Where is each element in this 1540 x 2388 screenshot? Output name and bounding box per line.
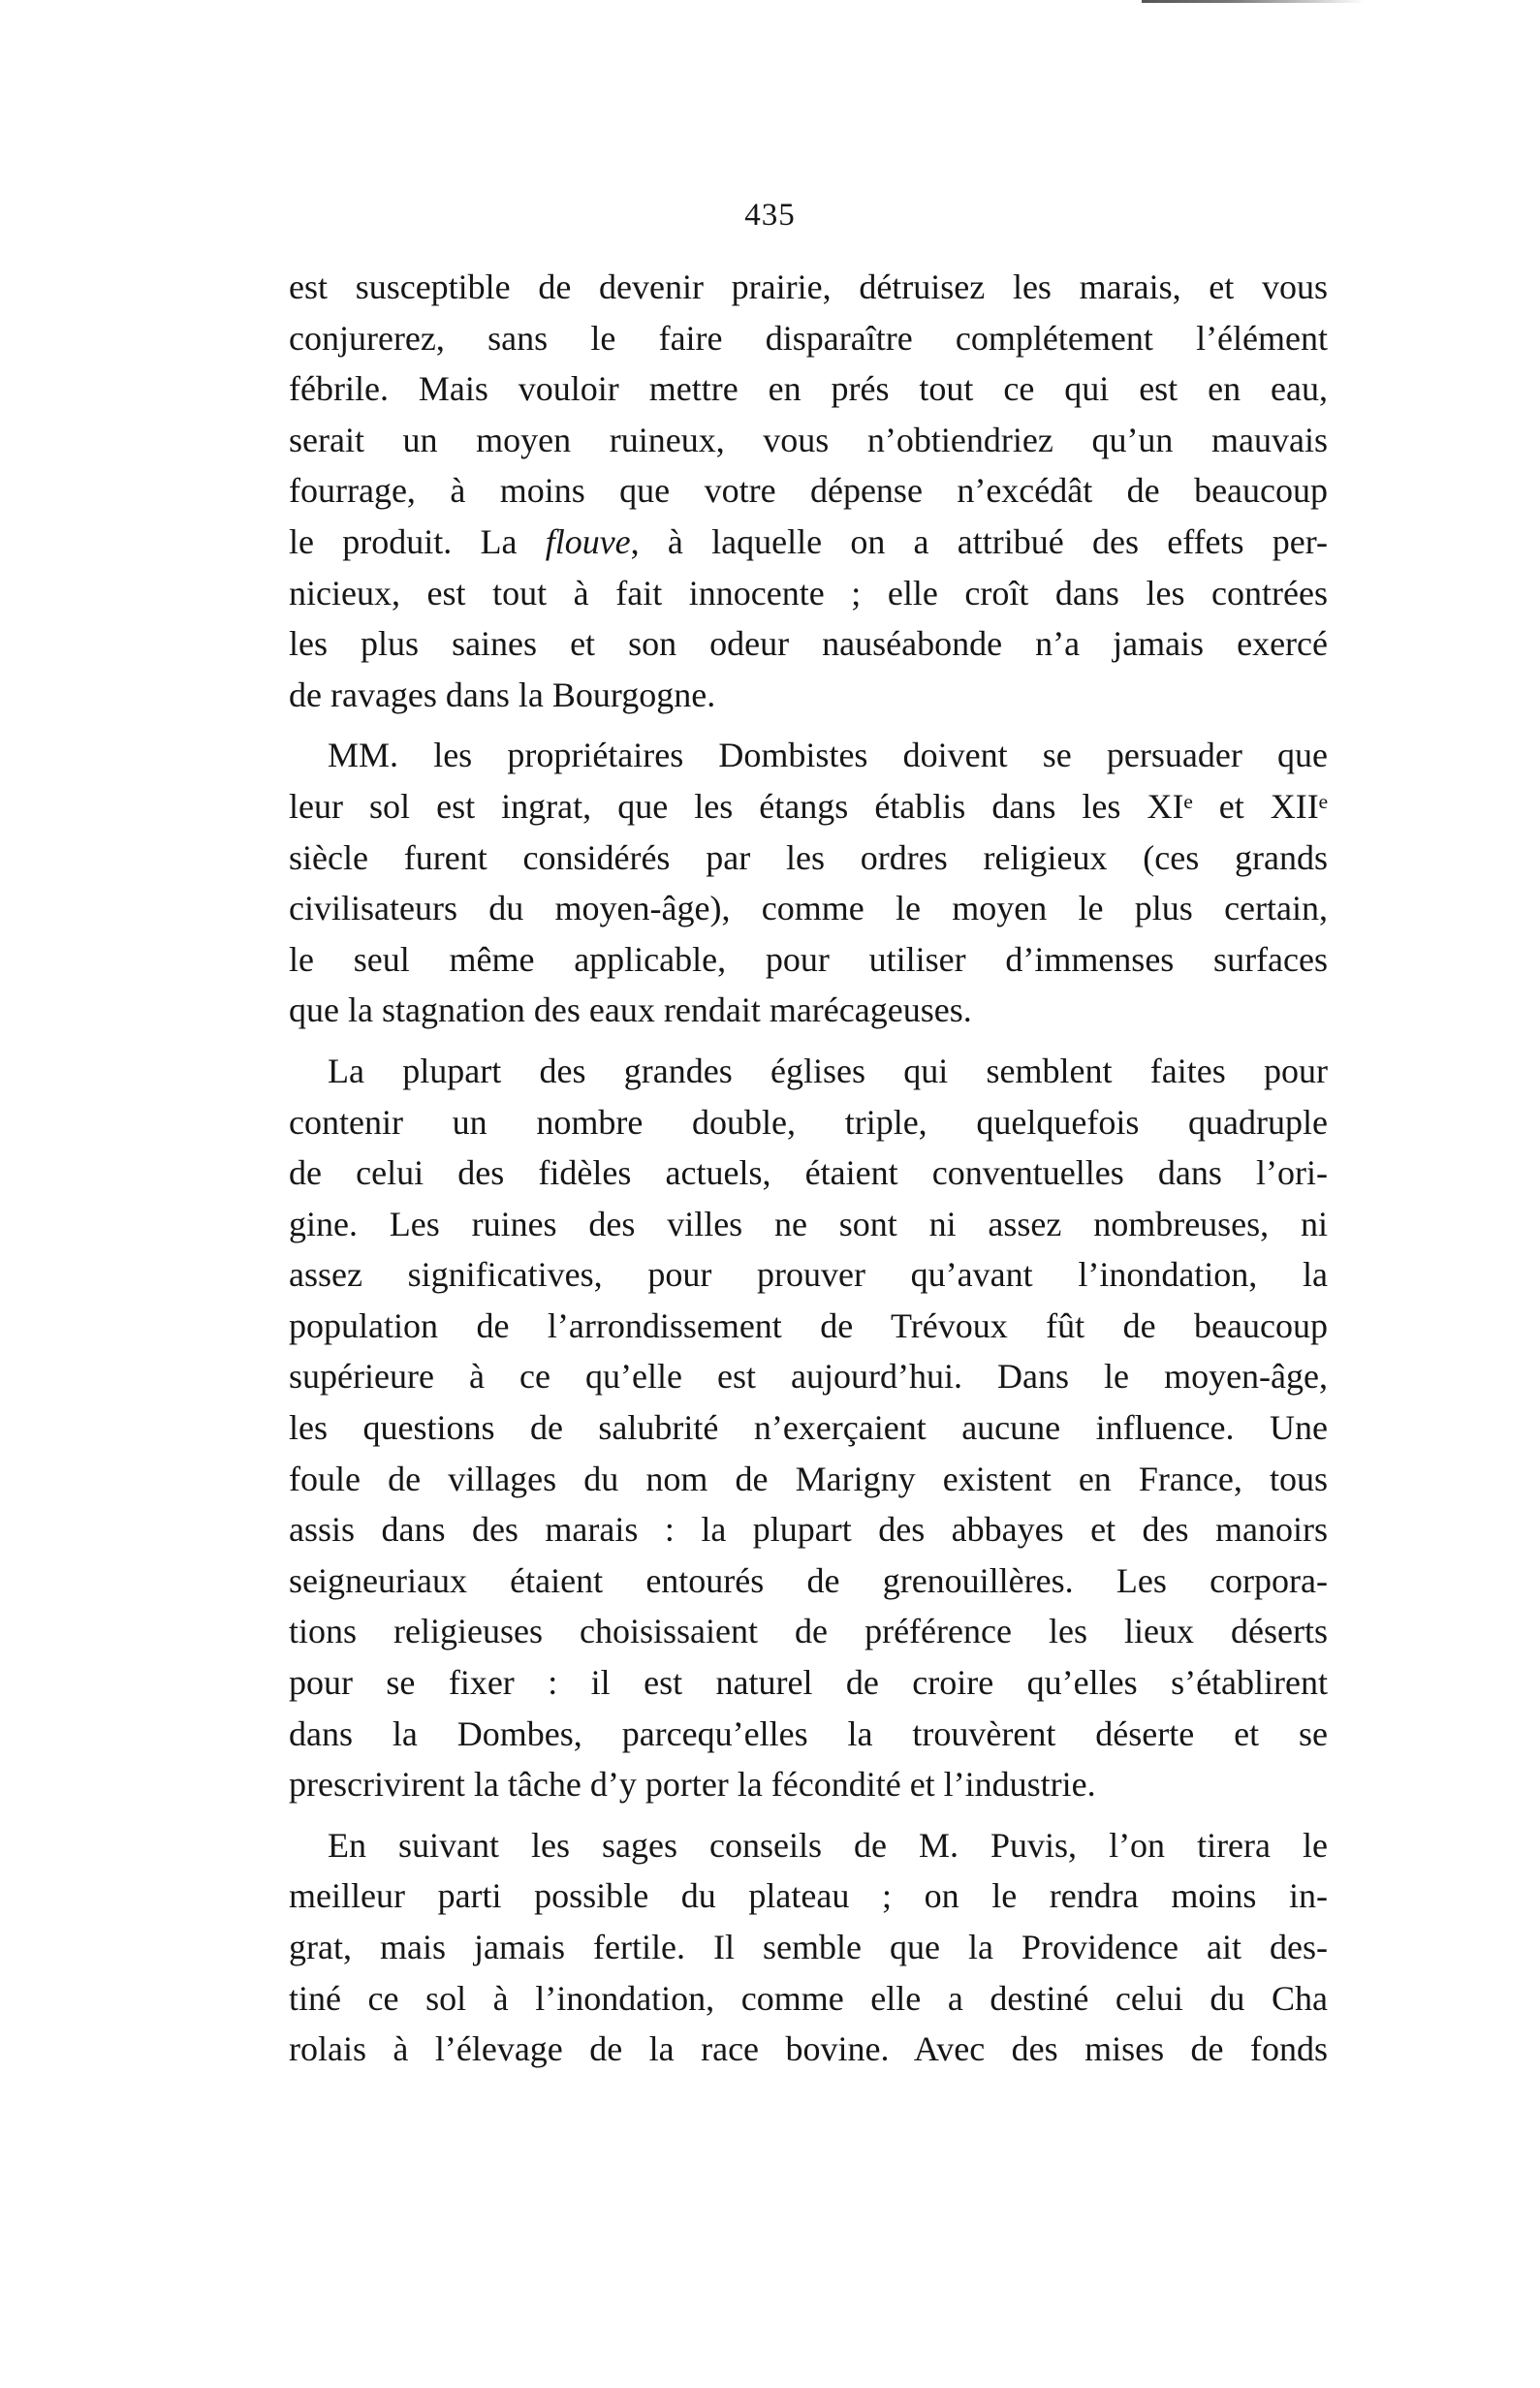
text-segment: nicieux, est tout à fait innocente ; elle croît dans les contrées — [289, 573, 1328, 613]
text-segment: fourrage, à moins que votre dépense n’excédât de beaucoup — [289, 471, 1328, 511]
text-line — [289, 415, 1328, 466]
text-line — [289, 1199, 1328, 1250]
text-line — [289, 1097, 1328, 1148]
text-segment: siècle furent considérés par les ordres religieux (ces grands — [289, 837, 1328, 877]
text-line — [289, 1922, 1328, 1973]
text-line — [289, 1870, 1328, 1922]
text-segment: les questions de salubrité n’exerçaient aucune influence. Une — [289, 1408, 1328, 1448]
text-segment: que la stagnation des eaux rendait marécageuses. — [289, 990, 972, 1030]
text-segment: conjurerez, sans le faire disparaître complétement l’élément — [289, 318, 1328, 358]
text-line — [289, 517, 1328, 568]
text-line — [289, 1709, 1328, 1760]
text-segment: le seul même applicable, pour utiliser d’immenses surfaces — [289, 939, 1328, 979]
text-segment: prescrivirent la tâche d’y porter la fécondité et l’industrie. — [289, 1765, 1096, 1805]
text-line — [289, 833, 1328, 884]
text-line — [289, 985, 1328, 1036]
text-segment: est susceptible de devenir prairie, détruisez les marais, et vous — [289, 267, 1328, 306]
text-line — [289, 1657, 1328, 1709]
text-line — [289, 1759, 1328, 1810]
text-segment: En suivant les sages conseils de M. Puvis, l’on tirera le — [328, 1825, 1328, 1865]
text-segment: foule de villages du nom de Marigny existent en France, tous — [289, 1459, 1328, 1498]
text-line — [289, 1973, 1328, 2025]
text-line — [289, 2024, 1328, 2075]
text-segment: pour se fixer : il est naturel de croire qu’elles s’établirent — [289, 1663, 1328, 1703]
paragraph — [289, 262, 1328, 720]
text-segment: assez significatives, pour prouver qu’avant l’inondation, la — [289, 1255, 1328, 1295]
text-segment: supérieure à ce qu’elle est aujourd’hui. Dans le moyen-âge, — [289, 1357, 1328, 1397]
text-segment: dans la Dombes, parcequ’elles la trouvèrent déserte et se — [289, 1713, 1328, 1753]
text-segment: de celui des fidèles actuels, étaient conventuelles dans l’ori- — [289, 1153, 1328, 1193]
text-segment: La plupart des grandes églises qui semblent faites pour — [328, 1051, 1328, 1090]
text-segment: serait un moyen ruineux, vous n’obtiendriez qu’un mauvais — [289, 420, 1328, 459]
text-segment: assis dans des marais : la plupart des abbayes et des manoirs — [289, 1510, 1328, 1550]
text-segment: civilisateurs du moyen-âge), comme le moyen le plus certain, — [289, 889, 1328, 928]
text-segment: fébrile. Mais vouloir mettre en prés tout ce qui est en eau, — [289, 369, 1328, 409]
text-segment: rolais à l’élevage de la race bovine. Avec des mises de fonds — [289, 2029, 1328, 2069]
text-segment: leur sol est ingrat, que les étangs établis dans les XIᵉ et XIIᵉ — [289, 786, 1328, 826]
text-line — [289, 670, 1328, 721]
text-segment: meilleur parti possible du plateau ; on le rendra moins in- — [289, 1876, 1328, 1916]
text-line — [289, 1301, 1328, 1352]
text-segment: contenir un nombre double, triple, quelquefois quadruple — [289, 1102, 1328, 1142]
text-line — [289, 262, 1328, 313]
text-line — [289, 781, 1328, 833]
paragraph — [289, 730, 1328, 1036]
text-line — [289, 1606, 1328, 1657]
text-segment: MM. les propriétaires Dombistes doivent se persuader que — [328, 736, 1328, 775]
text-segment: , à laquelle on a attribué des effets per- — [630, 521, 1328, 561]
paragraph — [289, 1820, 1328, 2075]
paragraph — [289, 1046, 1328, 1810]
text-segment: population de l’arrondissement de Trévoux fût de beaucoup — [289, 1305, 1328, 1345]
text-segment: grat, mais jamais fertile. Il semble que la Providence ait des- — [289, 1928, 1328, 1966]
text-line — [289, 883, 1328, 934]
text-line — [289, 465, 1328, 517]
text-segment: les plus saines et son odeur nauséabonde n’a jamais exercé — [289, 624, 1328, 664]
text-segment: le produit. La — [289, 521, 546, 561]
text-segment: de ravages dans la Bourgogne. — [289, 675, 716, 714]
text-line — [289, 313, 1328, 364]
text-segment: tiné ce sol à l’inondation, comme elle a destiné celui du Cha — [289, 1978, 1328, 2018]
text-line — [289, 1820, 1328, 1871]
text-segment: tions religieuses choisissaient de préférence les lieux déserts — [289, 1612, 1328, 1651]
text-line — [289, 1147, 1328, 1199]
text-line — [289, 730, 1328, 781]
body-text — [289, 262, 1328, 2075]
text-line — [289, 1402, 1328, 1454]
text-segment: seigneuriaux étaient entourés de grenouillères. Les corpora- — [289, 1560, 1328, 1600]
top-edge-rule — [1142, 0, 1365, 3]
text-line — [289, 363, 1328, 415]
text-line — [289, 1555, 1328, 1607]
text-line — [289, 1351, 1328, 1402]
text-line — [289, 1046, 1328, 1097]
text-line — [289, 618, 1328, 670]
text-line — [289, 1504, 1328, 1555]
italic-term: flouve — [545, 521, 631, 561]
text-line — [289, 568, 1328, 619]
text-segment: gine. Les ruines des villes ne sont ni assez nombreuses, ni — [289, 1204, 1328, 1243]
text-line — [289, 934, 1328, 986]
text-line — [289, 1249, 1328, 1301]
text-line — [289, 1454, 1328, 1505]
page-number: 435 — [744, 198, 796, 233]
